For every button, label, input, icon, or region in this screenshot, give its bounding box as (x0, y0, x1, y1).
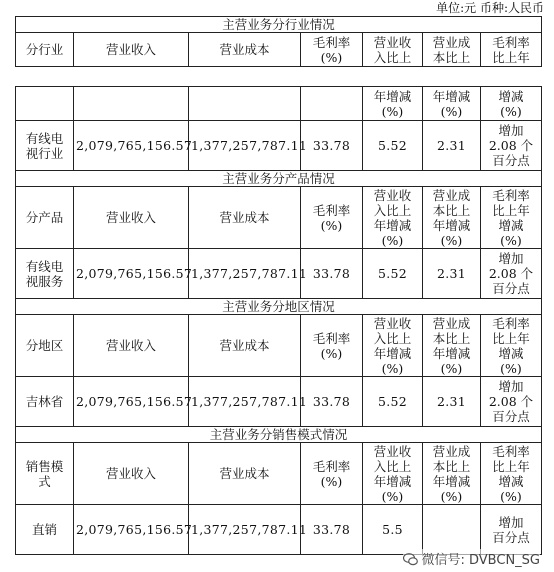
revenue-value: 2,079,765,156.57 (74, 377, 189, 427)
margin-change-value: 增加 2.08 个 百分点 (481, 377, 542, 427)
watermark-text: 微信号: DVBCN_SG (421, 553, 540, 568)
col-header-revenue-change: 营业收 入比上 年增减 (%) (363, 443, 423, 505)
col-header-margin-change: 毛利率 比上年 增减 (%) (481, 315, 542, 377)
wechat-icon (403, 553, 418, 566)
col-header-revenue-change: 营业收 入比上 (363, 33, 423, 67)
cost-value: 1,377,257,787.11 (189, 121, 301, 171)
cost-change-value: 2.31 (423, 249, 481, 299)
main-business-table (15, 86, 542, 555)
table-row (16, 505, 542, 555)
margin-value: 33.78 (301, 249, 363, 299)
industry-table-header (15, 16, 542, 67)
watermark (403, 549, 540, 568)
revenue-change-value: 5.5 (363, 505, 423, 555)
margin-change-value: 增加 2.08 个 百分点 (481, 249, 542, 299)
col-header-margin-change-cont: 增减 (%) (481, 87, 542, 121)
col-header-revenue: 营业收入 (74, 33, 189, 67)
cost-change-value: 2.31 (423, 377, 481, 427)
margin-value: 33.78 (301, 377, 363, 427)
col-header-margin-change: 毛利率 比上年 增减 (%) (481, 443, 542, 505)
cost-value: 1,377,257,787.11 (189, 377, 301, 427)
revenue-value: 2,079,765,156.57 (74, 249, 189, 299)
col-header-revenue-change-cont: 年增减 (%) (363, 87, 423, 121)
col-header-margin: 毛利率 (%) (301, 33, 363, 67)
table-row (16, 377, 542, 427)
col-header-segment: 分产品 (16, 187, 74, 249)
col-header-cost-change: 营业成 本比上 年增减 (%) (423, 443, 481, 505)
col-header-cost: 营业成本 (189, 33, 301, 67)
section-title-region: 主营业务分地区情况 (16, 299, 542, 315)
revenue-change-value: 5.52 (363, 377, 423, 427)
col-header-margin: 毛利率 (%) (301, 315, 363, 377)
col-header-margin-change: 毛利率 比上年 增减 (%) (481, 187, 542, 249)
revenue-change-value: 5.52 (363, 249, 423, 299)
margin-change-value: 增加 2.08 个 百分点 (481, 121, 542, 171)
col-header-cost-change-cont: 年增减 (%) (423, 87, 481, 121)
row-label: 有线电 视服务 (16, 249, 74, 299)
revenue-value: 2,079,765,156.57 (74, 505, 189, 555)
col-header-cost-change: 营业成 本比上 年增减 (%) (423, 315, 481, 377)
section-title-industry: 主营业务分行业情况 (16, 17, 542, 33)
margin-change-value: 增加 百分点 (481, 505, 542, 555)
unit-currency-note: 单位:元 币种:人民币 (436, 1, 544, 15)
cost-value: 1,377,257,787.11 (189, 249, 301, 299)
table-row (16, 121, 542, 171)
col-header-cost: 营业成本 (189, 187, 301, 249)
row-label: 吉林省 (16, 377, 74, 427)
section-title-sales-model: 主营业务分销售模式情况 (16, 427, 542, 443)
col-header-cost: 营业成本 (189, 315, 301, 377)
col-header-margin-change: 毛利率 比上年 (481, 33, 542, 67)
col-header-margin: 毛利率 (%) (301, 187, 363, 249)
row-label: 直销 (16, 505, 74, 555)
cost-value: 1,377,257,787.11 (189, 505, 301, 555)
col-header-cost-change: 营业成 本比上 年增减 (%) (423, 187, 481, 249)
col-header-revenue: 营业收入 (74, 443, 189, 505)
cost-change-value (423, 505, 481, 555)
col-header-revenue: 营业收入 (74, 315, 189, 377)
revenue-change-value: 5.52 (363, 121, 423, 171)
col-header-segment: 销售模 式 (16, 443, 74, 505)
table-row (16, 249, 542, 299)
col-header-revenue-change: 营业收 入比上 年增减 (%) (363, 315, 423, 377)
margin-value: 33.78 (301, 505, 363, 555)
cost-change-value: 2.31 (423, 121, 481, 171)
margin-value: 33.78 (301, 121, 363, 171)
row-label: 有线电 视行业 (16, 121, 74, 171)
col-header-margin: 毛利率 (%) (301, 443, 363, 505)
col-header-cost: 营业成本 (189, 443, 301, 505)
col-header-segment: 分行业 (16, 33, 74, 67)
col-header-segment: 分地区 (16, 315, 74, 377)
col-header-revenue: 营业收入 (74, 187, 189, 249)
section-title-product: 主营业务分产品情况 (16, 171, 542, 187)
col-header-revenue-change: 营业收 入比上 年增减 (%) (363, 187, 423, 249)
col-header-cost-change: 营业成 本比上 (423, 33, 481, 67)
revenue-value: 2,079,765,156.57 (74, 121, 189, 171)
